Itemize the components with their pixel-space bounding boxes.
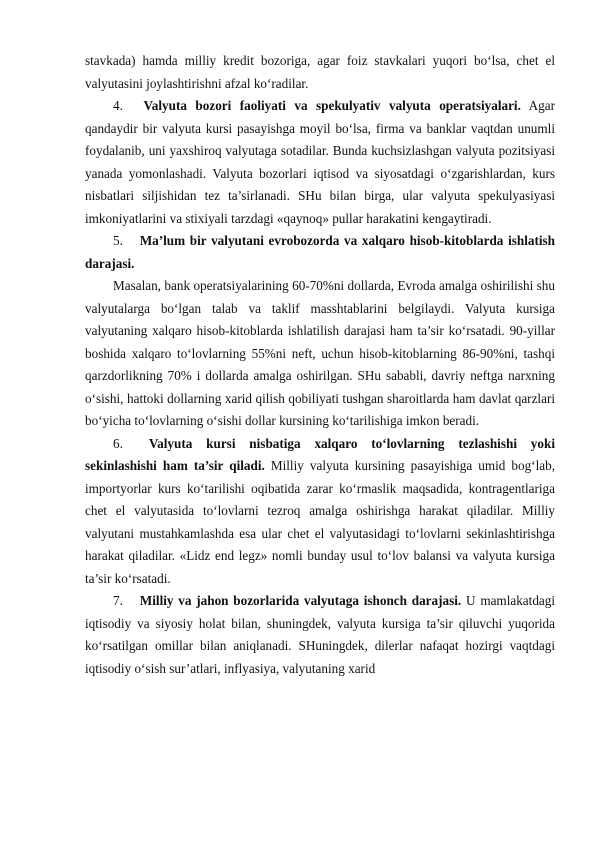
item-number: 4. xyxy=(113,98,123,113)
item-body: Agar qandaydir bir valyuta kursi pasayishga moyil bo‘lsa, firma va banklar vaqtdan unumli foydalanib, uni yaxshiroq valyutaga sotadilar. Bunda kuchsizlashgan valyuta pozitsiyasi yanada yomonlashadi. Valyuta bozorlari iqtisod va siyosatdagi o‘zgarishlardan, kurs nisbatlari siljishidan tez ta’sirlanadi. SHu bilan birga, ular valyuta spekulyasiyasi imkoniyatlarini va stixiyali tarzdagi «qaynoq» pullar harakatini kengaytiradi. xyxy=(85,98,556,226)
item-heading: Valyuta bozori faoliyati va spekulyativ valyuta operatsiyalari. xyxy=(143,98,521,113)
paragraph-item-4 xyxy=(85,95,555,230)
item-heading: Valyuta kursi nisbatiga xalqaro to‘lovlarning tezlashishi yoki sekinlashishi ham ta’sir qiladi. xyxy=(85,435,555,473)
item-heading: Ma’lum bir valyutani evrobozorda va xalqaro hisob-kitoblarda ishlatish darajasi. xyxy=(85,233,555,271)
paragraph-continuation: stavkada) hamda milliy kredit bozoriga, agar foiz stavkalari yuqori bo‘lsa, chet el valyutasini joylashtirishni afzal ko‘radilar. xyxy=(85,53,555,91)
item-heading: Milliy va jahon bozorlarida valyutaga ishonch darajasi. xyxy=(139,593,462,608)
item-number: 7. xyxy=(113,593,123,608)
item-body: U mamlakatdagi iqtisodiy va siyosiy holat bilan, shuningdek, valyuta kursiga ta’sir qiluvchi yuqorida ko‘rsatilgan omillar bilan aniqlanadi. SHuningdek, dilerlar nafaqat hozirgi vaqtdagi iqtisodiy o‘sish sur’atlari, inflyasiya, valyutaning xarid xyxy=(85,593,556,676)
document-page xyxy=(85,50,555,680)
item-number: 6. xyxy=(113,435,123,451)
paragraph-item-5-body: Masalan, bank operatsiyalarining 60-70%ni dollarda, Evroda amalga oshirilishi shu valyutalarga bo‘lgan talab va taklif masshtablarini belgilaydi. Valyuta kursiga valyutaning xalqaro hisob-kitoblarda ishlatilish darajasi ham ta’sir ko‘rsatadi. 90-yillar boshida xalqaro to‘lovlarning 55%ni neft, uchun hisob-kitoblarning 86-90%ni, tashqi qarzdorlikning 70% i dollarda amalga oshirilgan. SHu sababli, davriy neftga narxning o‘sishi, hattoki dollarning xarid qilish qobiliyati tushgan sharoitlarda ham davlat qarzlari bo‘yicha to‘lovlarning o‘sishi dollar kursining ko‘tarilishiga imkon beradi. xyxy=(85,278,555,428)
paragraph-item-5 xyxy=(85,230,555,275)
item-number: 5. xyxy=(113,233,123,248)
paragraph-item-6 xyxy=(85,433,555,591)
item-body: Milliy valyuta kursining pasayishiga umid bog‘lab, importyorlar kurs ko‘tarilishi oqibatida zarar ko‘rmaslik maqsadida, kontragentlariga chet el valyutasida to‘lovlarni tezroq amalga oshirishga harakat qiladilar. Milliy valyutani mustahkamlashda esa ular chet el valyutasidagi to‘lovlarni sekinlashtirishga harakat qiladilar. «Lidz end legz» nomli bunday usul to‘lov balansi va valyuta kursiga ta’sir ko‘rsatadi. xyxy=(85,458,555,586)
paragraph-item-7 xyxy=(85,590,555,680)
